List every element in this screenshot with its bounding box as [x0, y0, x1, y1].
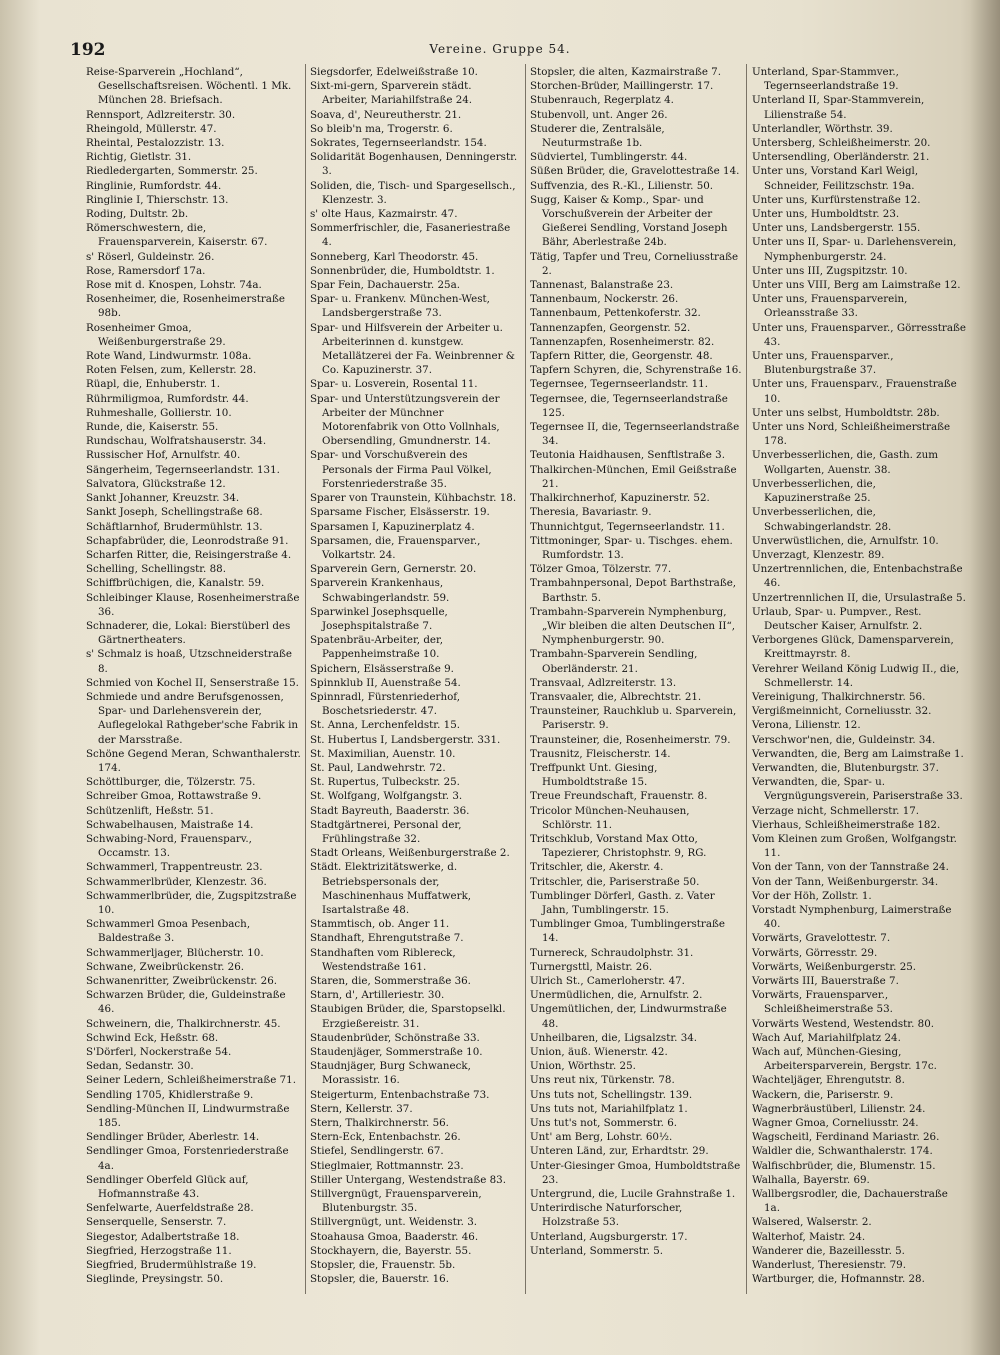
directory-entry: Spinnradl, Fürstenriederhof, Boschetsriederstr. 47.: [310, 690, 461, 718]
directory-entry: Wach auf, München-Giesing, Arbeitersparverein, Bergstr. 17c.: [752, 1046, 937, 1073]
directory-entry: Siegestor, Adalbertstraße 18.: [86, 1230, 240, 1243]
directory-entry: Russischer Hof, Arnulfstr. 40.: [86, 449, 241, 462]
directory-entry: Treffpunkt Unt. Giesing, Humboldtstraße 15.: [530, 761, 658, 789]
directory-entry: Stillvergnügt, unt. Weidenstr. 3.: [310, 1216, 478, 1229]
directory-entry: Rüapl, die, Enhuberstr. 1.: [86, 378, 221, 391]
directory-entry: Schapfabrüder, die, Leonrodstraße 91.: [86, 534, 289, 547]
directory-entry: Staudenjäger, Sommerstraße 10.: [310, 1046, 483, 1059]
directory-entry: Verona, Lilienstr. 12.: [752, 719, 861, 732]
directory-entry: Untersberg, Schleißheimerstr. 20.: [752, 137, 931, 150]
directory-entry: Trausnitz, Fleischerstr. 14.: [530, 747, 671, 760]
directory-entry: Transvaal, Adlzreiterstr. 13.: [530, 676, 677, 689]
directory-entry: Vom Kleinen zum Großen, Wolfgangstr. 11.: [752, 832, 957, 860]
directory-entry: Seiner Ledern, Schleißheimerstraße 71.: [86, 1074, 296, 1087]
directory-entry: Wanderer die, Bazeillesstr. 5.: [752, 1244, 905, 1257]
directory-entry: Wagner Gmoa, Corneliusstr. 24.: [752, 1117, 919, 1130]
directory-entry: Schwind Eck, Heßstr. 68.: [86, 1031, 219, 1044]
directory-entry: Solidarität Bogenhausen, Denningerstr. 3.: [310, 151, 518, 178]
directory-entry: Schreiber Gmoa, Rottawstraße 9.: [86, 790, 262, 803]
directory-entry: Traunsteiner, Rauchklub u. Sparverein, Pariserstr. 9.: [530, 705, 737, 732]
directory-entry: Sixt-mi-gern, Sparverein städt. Arbeiter, Mariahilfstraße 24.: [310, 80, 473, 107]
directory-entry: Schöttlburger, die, Tölzerstr. 75.: [86, 776, 256, 789]
directory-entry: Vor der Höh, Zollstr. 1.: [752, 889, 872, 902]
directory-entry: Wanderlust, Theresienstr. 79.: [752, 1259, 907, 1272]
directory-entry: Siegfried, Brudermühlstraße 19.: [86, 1259, 257, 1272]
directory-entry: Spar- und Unterstützungsverein der Arbeiter der Münchner Motorenfabrik von Otto Vollnhals, Obersendling, Gmundnerstr. 14.: [310, 392, 500, 448]
directory-entry: Ringlinie, Rumfordstr. 44.: [86, 179, 222, 192]
directory-entry: Verschwor'nen, die, Guldeinstr. 34.: [752, 733, 936, 746]
directory-entry: Schwammerljager, Blücherstr. 10.: [86, 946, 264, 959]
directory-entry: Rosenheimer, die, Rosenheimerstraße 98b.: [86, 293, 285, 320]
directory-entry: Sparverein Gern, Gernerstr. 20.: [310, 563, 477, 576]
directory-entry: Trambahn-Sparverein Nymphenburg, „Wir bleiben die alten Deutschen II“, Nymphenburgerstr. 90.: [530, 605, 736, 647]
directory-entry: Schleibinger Klause, Rosenheimerstraße 36.: [86, 591, 300, 618]
directory-entry: St. Anna, Lerchenfeldstr. 15.: [310, 719, 461, 732]
directory-entry: Tapfern Schyren, die, Schyrenstraße 16.: [530, 364, 742, 377]
directory-entry: Sendlinger Brüder, Aberlestr. 14.: [86, 1131, 260, 1144]
directory-entry: Stubenrauch, Regerplatz 4.: [530, 94, 674, 107]
directory-entry: Stopsler, die, Frauenstr. 5b.: [310, 1259, 456, 1272]
directory-entry: Tölzer Gmoa, Tölzerstr. 77.: [530, 563, 672, 576]
directory-entry: Unverwüstlichen, die, Arnulfstr. 10.: [752, 534, 939, 547]
directory-entry: Unzertrennlichen II, die, Ursulastraße 5.: [752, 591, 966, 604]
directory-entry: So bleib'n ma, Trogerstr. 6.: [310, 122, 453, 135]
directory-entry: S'Dörferl, Nockerstraße 54.: [86, 1046, 232, 1059]
directory-entry: Schwabelhausen, Maistraße 14.: [86, 818, 254, 831]
column-rule: [746, 64, 747, 1294]
directory-entry: Verwandten, die, Blutenburgstr. 37.: [752, 761, 939, 774]
directory-entry: Uns reut nix, Türkenstr. 78.: [530, 1074, 675, 1087]
directory-entry: Wagscheitl, Ferdinand Mariastr. 26.: [752, 1131, 940, 1144]
directory-entry: Rheintal, Pestalozzistr. 13.: [86, 137, 225, 150]
directory-entry: Schnaderer, die, Lokal: Bierstüberl des Gärtnertheaters.: [86, 619, 291, 647]
directory-entry: Staren, die, Sommerstraße 36.: [310, 975, 471, 987]
directory-entry: Tumblinger Gmoa, Tumblingerstraße 14.: [530, 918, 725, 945]
directory-entry: Unterlandler, Wörthstr. 39.: [752, 122, 893, 135]
directory-entry: Tegernsee II, die, Tegernseerlandstraße 34.: [530, 421, 740, 448]
directory-entry: Verehrer Weiland König Ludwig II., die, Schmellerstr. 14.: [752, 662, 960, 689]
directory-entry: Schwammerlbrüder, die, Zugspitzstraße 10.: [86, 889, 297, 916]
directory-entry: Unterland, Spar-Stammver., Tegernseerlandstraße 19.: [752, 66, 899, 93]
directory-entry: Verborgenes Glück, Damensparverein, Kreittmayrstr. 8.: [752, 634, 954, 661]
directory-entry: Schöne Gegend Meran, Schwanthalerstr. 174.: [86, 747, 301, 774]
directory-entry: Verwandten, die, Berg am Laimstraße 1.: [752, 747, 964, 760]
directory-entry: Senfelwarte, Auerfeldstraße 28.: [86, 1202, 254, 1215]
directory-entry: Schmiede und andre Berufsgenossen, Spar- und Darlehensverein der, Auflegelokal Rathgeber'sche Fabrik in der Marsstraße.: [86, 690, 299, 746]
directory-entry: Sparer von Traunstein, Kühbachstr. 18.: [310, 492, 517, 505]
directory-entry: St. Maximilian, Auenstr. 10.: [310, 747, 456, 760]
directory-entry: Trambahnpersonal, Depot Barthstraße, Barthstr. 5.: [530, 577, 737, 604]
directory-entry: Sonneberg, Karl Theodorstr. 45.: [310, 250, 479, 263]
directory-entry: Sendling-München II, Lindwurmstraße 185.: [86, 1102, 290, 1130]
directory-entry: Ungemütlichen, der, Lindwurmstraße 48.: [530, 1003, 727, 1030]
directory-entry: Wachteljäger, Ehrengutstr. 8.: [752, 1074, 905, 1087]
directory-entry: Städt. Elektrizitätswerke, d. Betriebspersonals der, Maschinenhaus Muffatwerk, Isartalstraße 48.: [310, 861, 472, 916]
directory-entry: Walsered, Walserstr. 2.: [752, 1216, 872, 1229]
directory-entry: Sendlinger Oberfeld Glück auf, Hofmannstraße 43.: [86, 1173, 249, 1201]
directory-entry: Steigerturm, Entenbachstraße 73.: [310, 1088, 490, 1101]
directory-entry: Vorwärts, Gravelottestr. 7.: [752, 932, 891, 945]
directory-entry: Schützenlift, Heßstr. 51.: [86, 804, 214, 817]
directory-entry: Schelling, Schellingstr. 88.: [86, 563, 226, 576]
directory-entry: Theresia, Bavariastr. 9.: [530, 506, 652, 519]
directory-entry: Turnergsttl, Maistr. 26.: [530, 960, 653, 973]
directory-entry: Unverzagt, Klenzestr. 89.: [752, 548, 885, 561]
directory-entry: Unterland, Augsburgerstr. 17.: [530, 1230, 688, 1243]
directory-entry: Unheilbaren, die, Ligsalzstr. 34.: [530, 1031, 698, 1044]
page-header: Vereine. Gruppe 54.: [429, 42, 571, 56]
directory-entry: Schwammerl, Trappentreustr. 23.: [86, 861, 263, 874]
directory-entry: Unter-Giesinger Gmoa, Humboldtstraße 23.: [530, 1159, 741, 1186]
directory-entry: Unter uns, Kurfürstenstraße 12.: [752, 193, 921, 206]
directory-entry: Tritschler, die, Pariserstraße 50.: [530, 875, 700, 888]
directory-entry: Urlaub, Spar- u. Pumpver., Rest. Deutscher Kaiser, Arnulfstr. 2.: [752, 605, 923, 632]
directory-entry: Sonnenbrüder, die, Humboldtstr. 1.: [310, 264, 495, 277]
directory-entry: Vorwärts, Weißenburgerstr. 25.: [752, 960, 917, 973]
directory-entry: Unter uns, Frauensparv., Frauenstraße 10.: [752, 378, 957, 405]
directory-entry: Wackern, die, Pariserstr. 9.: [752, 1088, 894, 1101]
directory-entry: Schmied von Kochel II, Senserstraße 15.: [86, 676, 299, 689]
directory-entry: Tapfern Ritter, die, Georgenstr. 48.: [530, 350, 713, 363]
directory-entry: Spar Fein, Dachauerstr. 25a.: [310, 279, 460, 292]
directory-entry: Stammtisch, ob. Anger 11.: [310, 918, 450, 931]
directory-entry: Roten Felsen, zum, Kellerstr. 28.: [86, 364, 257, 377]
directory-entry: Sparverein Krankenhaus, Schwabingerlandstr. 59.: [310, 577, 450, 604]
directory-entry: Tricolor München-Neuhausen, Schlörstr. 11.: [530, 804, 690, 831]
directory-entry: Schäftlarnhof, Brudermühlstr. 13.: [86, 520, 263, 533]
directory-entry: Sieglinde, Preysingstr. 50.: [86, 1273, 224, 1286]
directory-entry: Richtig, Gietlstr. 31.: [86, 151, 192, 164]
directory-entry: Uns tuts not, Mariahilfplatz 1.: [530, 1102, 688, 1115]
directory-entry: Thalkirchnerhof, Kapuzinerstr. 52.: [530, 492, 710, 505]
directory-entry: Stubenvoll, unt. Anger 26.: [530, 108, 668, 121]
directory-entry: Spar- u. Frankenv. München-West, Landsbergerstraße 73.: [310, 293, 490, 320]
directory-entry: Vereinigung, Thalkirchnerstr. 56.: [752, 690, 926, 703]
directory-entry: Spichern, Elsässerstraße 9.: [310, 662, 454, 675]
directory-entry: Stern, Kellerstr. 37.: [310, 1102, 413, 1115]
directory-entry: Unverbesserlichen, die, Kapuzinerstraße 25.: [752, 477, 876, 505]
directory-entry: Riedledergarten, Sommerstr. 25.: [86, 165, 258, 178]
directory-entry: Waldler die, Schwanthalerstr. 174.: [752, 1145, 933, 1158]
directory-entry: Spinnklub II, Auenstraße 54.: [310, 676, 461, 689]
directory-entry: Stillvergnügt, Frauensparverein, Blutenburgstr. 35.: [310, 1188, 482, 1215]
directory-entry: Schwammerl Gmoa Pesenbach, Baldestraße 3.: [86, 918, 251, 945]
directory-entry: Senserquelle, Senserstr. 7.: [86, 1216, 227, 1229]
directory-entry: Tannenzapfen, Georgenstr. 52.: [530, 321, 691, 334]
directory-entry: Trambahn-Sparverein Sendling, Oberländerstr. 21.: [530, 648, 698, 675]
directory-entry: Tittmoninger, Spar- u. Tischges. ehem. Rumfordstr. 13.: [530, 534, 733, 561]
directory-entry: Unter uns, Humboldtstr. 23.: [752, 208, 900, 221]
directory-entry: Stiller Untergang, Westendstraße 83.: [310, 1173, 507, 1186]
directory-entry: Sparsame Fischer, Elsässerstr. 19.: [310, 506, 490, 519]
directory-entry: Standhaften vom Riblereck, Westendstraße 161.: [310, 946, 456, 973]
directory-entry: Scharfen Ritter, die, Reisingerstraße 4.: [86, 548, 292, 561]
page-number: 192: [70, 40, 106, 60]
column-1: [86, 65, 302, 1286]
directory-entry: Vorwärts Westend, Westendstr. 80.: [752, 1017, 935, 1030]
directory-entry: Vorwärts, Frauensparver., Schleißheimerstraße 53.: [752, 989, 893, 1016]
directory-entry: Unteren Länd, zur, Erhardtstr. 29.: [530, 1145, 709, 1158]
directory-entry: Thalkirchen-München, Emil Geißstraße 21.: [530, 463, 737, 490]
directory-entry: Unter uns, Frauensparver., Görresstraße 43.: [752, 321, 966, 348]
directory-entry: Unter uns II, Spar- u. Darlehensverein, Nymphenburgerstr. 24.: [752, 236, 957, 263]
directory-entry: Uns tuts not, Schellingstr. 139.: [530, 1088, 693, 1101]
directory-entry: Verwandten, die, Spar- u. Vergnügungsverein, Pariserstraße 33.: [752, 776, 963, 803]
directory-entry: Tätig, Tapfer und Treu, Corneliusstraße 2.: [530, 250, 739, 277]
directory-entry: Runde, die, Kaiserstr. 55.: [86, 421, 219, 434]
directory-entry: Schwanenritter, Zweibrückenstr. 26.: [86, 975, 278, 987]
directory-entry: Walterhof, Maistr. 24.: [752, 1230, 866, 1243]
directory-entry: Von der Tann, Weißenburgerstr. 34.: [752, 875, 939, 888]
directory-entry: Rose mit d. Knospen, Lohstr. 74a.: [86, 279, 262, 292]
directory-entry: s' olte Haus, Kazmairstr. 47.: [310, 208, 458, 221]
directory-entry: Rheingold, Müllerstr. 47.: [86, 122, 217, 135]
directory-entry: Traunsteiner, die, Rosenheimerstr. 79.: [530, 733, 731, 746]
directory-entry: Rote Wand, Lindwurmstr. 108a.: [86, 350, 252, 363]
directory-entry: Sankt Joseph, Schellingstraße 68.: [86, 506, 263, 519]
directory-entry: Spar- und Hilfsverein der Arbeiter u. Arbeiterinnen d. kunstgew. Metallätzerei der Fa. Weinbrenner & Co. Kapuzinerstr. 37.: [310, 321, 515, 377]
directory-entry: Turnereck, Schraudolphstr. 31.: [530, 946, 694, 959]
directory-entry: Sparwinkel Josephsquelle, Josephspitalstraße 7.: [310, 605, 448, 632]
directory-entry: St. Rupertus, Tulbeckstr. 25.: [310, 776, 460, 789]
directory-entry: St. Hubertus I, Landsbergerstr. 331.: [310, 733, 501, 746]
directory-entry: Schiffbrüchigen, die, Kanalstr. 59.: [86, 577, 265, 590]
directory-entry: Römerschwestern, die, Frauensparverein, Kaiserstr. 67.: [86, 222, 268, 249]
directory-entry: Stadt Bayreuth, Baaderstr. 36.: [310, 804, 470, 817]
directory-entry: Rosenheimer Gmoa, Weißenburgerstraße 29.: [86, 321, 226, 348]
directory-entry: Reise-Sparverein „Hochland“, Gesellschaftsreisen. Wöchentl. 1 Mk. München 28. Briefsach.: [86, 66, 292, 107]
directory-entry: Schweinern, die, Thalkirchnerstr. 45.: [86, 1017, 281, 1030]
directory-entry: Spatenbräu-Arbeiter, der, Pappenheimstraße 10.: [310, 634, 444, 661]
directory-entry: Stiefel, Sendlingerstr. 67.: [310, 1145, 444, 1158]
directory-entry: Tegernsee, die, Tegernseerlandstraße 125.: [530, 392, 728, 419]
directory-entry: Schwammerlbrüder, Klenzestr. 36.: [86, 875, 267, 888]
directory-entry: Stopsler, die alten, Kazmairstraße 7.: [530, 66, 722, 78]
directory-entry: Vergißmeinnicht, Corneliusstr. 32.: [752, 705, 932, 718]
directory-entry: Vorstadt Nymphenburg, Laimerstraße 40.: [752, 903, 952, 931]
directory-entry: Tannenbaum, Nockerstr. 26.: [530, 293, 679, 306]
directory-entry: Sommerfrischler, die, Fasaneriestraße 4.: [310, 222, 511, 249]
directory-entry: Stadt Orleans, Weißenburgerstraße 2.: [310, 847, 510, 860]
directory-entry: Salvatora, Glückstraße 12.: [86, 477, 226, 490]
directory-entry: Unter uns, Landsbergerstr. 155.: [752, 222, 921, 235]
directory-entry: Ruhmeshalle, Gollierstr. 10.: [86, 406, 232, 419]
directory-entry: Tritschler, die, Akerstr. 4.: [530, 861, 664, 874]
directory-entry: Soliden, die, Tisch- und Spargesellsch., Klenzestr. 3.: [310, 179, 516, 206]
directory-entry: Storchen-Brüder, Maillingerstr. 17.: [530, 80, 714, 93]
directory-entry: s' Schmalz is hoaß, Utzschneiderstraße 8.: [86, 648, 292, 675]
directory-entry: Sängerheim, Tegernseerlandstr. 131.: [86, 463, 280, 476]
directory-entry: Ringlinie I, Thierschstr. 13.: [86, 193, 229, 206]
directory-entry: Sparsamen, die, Frauensparver., Volkartstr. 24.: [310, 534, 481, 561]
directory-entry: Von der Tann, von der Tannstraße 24.: [752, 861, 949, 874]
directory-entry: Wallbergsrodler, die, Dachauerstraße 1a.: [752, 1188, 948, 1215]
directory-entry: Suffvenzia, des R.-Kl., Lilienstr. 50.: [530, 179, 714, 192]
directory-entry: Stoahausa Gmoa, Baaderstr. 46.: [310, 1230, 479, 1243]
directory-entry: Stern, Thalkirchnerstr. 56.: [310, 1117, 449, 1130]
directory-entry: Vorwärts, Görresstr. 29.: [752, 946, 878, 959]
directory-entry: Süßen Brüder, die, Gravelottestraße 14.: [530, 165, 740, 178]
directory-entry: Union, äuß. Wienerstr. 42.: [530, 1046, 668, 1059]
directory-entry: Schwane, Zweibrückenstr. 26.: [86, 960, 245, 973]
directory-entry: Sparsamen I, Kapuzinerplatz 4.: [310, 520, 475, 533]
directory-entry: Sankt Johanner, Kreuzstr. 34.: [86, 492, 240, 505]
directory-entry: Union, Wörthstr. 25.: [530, 1060, 636, 1073]
directory-entry: Siegfried, Herzogstraße 11.: [86, 1244, 232, 1257]
directory-entry: Vierhaus, Schleißheimerstraße 182.: [752, 818, 941, 831]
directory-entry: Transvaaler, die, Albrechtstr. 21.: [530, 690, 702, 703]
directory-entry: Thunnichtgut, Tegernseerlandstr. 11.: [530, 520, 725, 533]
directory-entry: Ulrich St., Camerloherstr. 47.: [530, 975, 685, 987]
directory-entry: Uns tut's not, Sommerstr. 6.: [530, 1117, 678, 1130]
directory-entry: Unter uns, Frauensparver., Blutenburgstraße 37.: [752, 350, 894, 377]
directory-entry: Sokrates, Tegernseerlandstr. 154.: [310, 137, 487, 150]
column-rule: [525, 64, 526, 1294]
directory-entry: Tannenast, Balanstraße 23.: [530, 279, 674, 292]
directory-entry: Schwabing-Nord, Frauensparv., Occamstr. 13.: [86, 832, 252, 860]
directory-entry: Unter uns selbst, Humboldtstr. 28b.: [752, 406, 940, 419]
directory-entry: Unt' am Berg, Lohstr. 60½.: [530, 1131, 673, 1144]
directory-entry: Wartburger, die, Hofmannstr. 28.: [752, 1273, 925, 1286]
directory-entry: Siegsdorfer, Edelweißstraße 10.: [310, 66, 478, 78]
directory-entry: Spar- und Vorschußverein des Personals der Firma Paul Völkel, Forstenriederstraße 35.: [310, 449, 492, 490]
directory-entry: Unter uns Nord, Schleißheimerstraße 178.: [752, 421, 951, 448]
directory-entry: Verzage nicht, Schmellerstr. 17.: [752, 804, 920, 817]
directory-entry: Unterirdische Naturforscher, Holzstraße 53.: [530, 1202, 683, 1229]
directory-entry: St. Wolfgang, Wolfgangstr. 3.: [310, 790, 463, 803]
column-3: [530, 65, 742, 1258]
page-edge-shadow: [970, 0, 1000, 1355]
directory-entry: Wach Auf, Mariahilfplatz 24.: [752, 1031, 901, 1044]
directory-entry: Treue Freundschaft, Frauenstr. 8.: [530, 790, 708, 803]
directory-entry: Unzertrennlichen, die, Entenbachstraße 46.: [752, 563, 963, 590]
directory-entry: Unverbesserlichen, die, Schwabingerlandstr. 28.: [752, 506, 892, 533]
column-rule: [305, 64, 306, 1294]
column-2: [310, 65, 520, 1286]
directory-entry: Rose, Ramersdorf 17a.: [86, 264, 206, 277]
directory-entry: Staudenbrüder, Schönstraße 33.: [310, 1031, 480, 1044]
directory-entry: Unverbesserlichen, die, Gasth. zum Wollgarten, Auenstr. 38.: [752, 449, 938, 476]
directory-entry: Rührmiligmoa, Rumfordstr. 44.: [86, 392, 249, 405]
directory-entry: Stockhayern, die, Bayerstr. 55.: [310, 1244, 472, 1257]
directory-entry: Unter uns, Vorstand Karl Weigl, Schneider, Feilitzschstr. 19a.: [752, 165, 919, 192]
directory-entry: Soava, d', Neureutherstr. 21.: [310, 108, 462, 121]
directory-entry: Walfischbrüder, die, Blumenstr. 15.: [752, 1159, 936, 1172]
directory-entry: Tannenbaum, Pettenkoferstr. 32.: [530, 307, 701, 320]
directory-entry: St. Paul, Landwehrstr. 72.: [310, 761, 446, 774]
directory-entry: Unermüdlichen, die, Arnulfstr. 2.: [530, 989, 703, 1002]
directory-entry: Schwarzen Brüder, die, Guldeinstraße 46.: [86, 989, 286, 1016]
directory-entry: Unter uns VIII, Berg am Laimstraße 12.: [752, 279, 961, 292]
directory-entry: Stopsler, die, Bauerstr. 16.: [310, 1273, 450, 1286]
directory-entry: Stieglmaier, Rottmannstr. 23.: [310, 1159, 464, 1172]
directory-entry: Untersendling, Oberländerstr. 21.: [752, 151, 930, 164]
directory-entry: Staudnjäger, Burg Schwaneck, Morassistr. 16.: [310, 1060, 471, 1087]
directory-entry: Unter uns, Frauensparverein, Orleansstraße 33.: [752, 293, 908, 320]
directory-entry: Rennsport, Adlzreiterstr. 30.: [86, 108, 236, 121]
directory-entry: Walhalla, Bayerstr. 69.: [752, 1173, 870, 1186]
directory-entry: Tannenzapfen, Rosenheimerstr. 82.: [530, 335, 715, 348]
directory-entry: Roding, Dultstr. 2b.: [86, 208, 189, 221]
column-4: [752, 65, 966, 1286]
directory-entry: Stadtgärtnerei, Personal der, Frühlingstraße 32.: [310, 818, 462, 845]
directory-entry: Unterland, Sommerstr. 5.: [530, 1244, 664, 1257]
directory-entry: Stern-Eck, Entenbachstr. 26.: [310, 1131, 461, 1144]
directory-entry: Sedan, Sedanstr. 30.: [86, 1060, 194, 1073]
directory-entry: Südviertel, Tumblingerstr. 44.: [530, 151, 688, 164]
directory-entry: Starn, d', Artilleriestr. 30.: [310, 989, 445, 1002]
directory-entry: Tegernsee, Tegernseerlandstr. 11.: [530, 378, 709, 391]
directory-entry: Sendlinger Gmoa, Forstenriederstraße 4a.: [86, 1145, 289, 1172]
directory-entry: Tumblinger Dörferl, Gasth. z. Vater Jahn, Tumblingerstr. 15.: [530, 889, 715, 916]
directory-entry: Untergrund, die, Lucile Grahnstraße 1.: [530, 1188, 736, 1201]
directory-entry: Unter uns III, Zugspitzstr. 10.: [752, 264, 908, 277]
directory-entry: Unterland II, Spar-Stammverein, Lilienstraße 54.: [752, 94, 925, 121]
directory-entry: s' Röserl, Guldeinstr. 26.: [86, 250, 215, 263]
directory-entry: Sugg, Kaiser & Komp., Spar- und Vorschußverein der Arbeiter der Gießerei Sendling, Vorstand Joseph Bähr, Aberlestraße 24b.: [530, 193, 728, 249]
directory-entry: Standhaft, Ehrengutstraße 7.: [310, 932, 464, 945]
directory-entry: Sendling 1705, Khidlerstraße 9.: [86, 1088, 254, 1101]
directory-entry: Spar- u. Losverein, Rosental 11.: [310, 378, 478, 391]
directory-entry: Vorwärts III, Bauerstraße 7.: [752, 975, 899, 987]
directory-entry: Staubigen Brüder, die, Sparstopselkl. Erzgießereistr. 31.: [310, 1003, 506, 1030]
directory-entry: Wagnerbräustüberl, Lilienstr. 24.: [752, 1102, 926, 1115]
directory-entry: Tritschklub, Vorstand Max Otto, Tapezierer, Christophstr. 9, RG.: [530, 832, 707, 860]
directory-entry: Studerer die, Zentralsäle, Neuturmstraße 1b.: [530, 122, 665, 150]
directory-entry: Teutonia Haidhausen, Senftlstraße 3.: [530, 449, 726, 462]
directory-entry: Rundschau, Wolfratshauserstr. 34.: [86, 435, 267, 448]
